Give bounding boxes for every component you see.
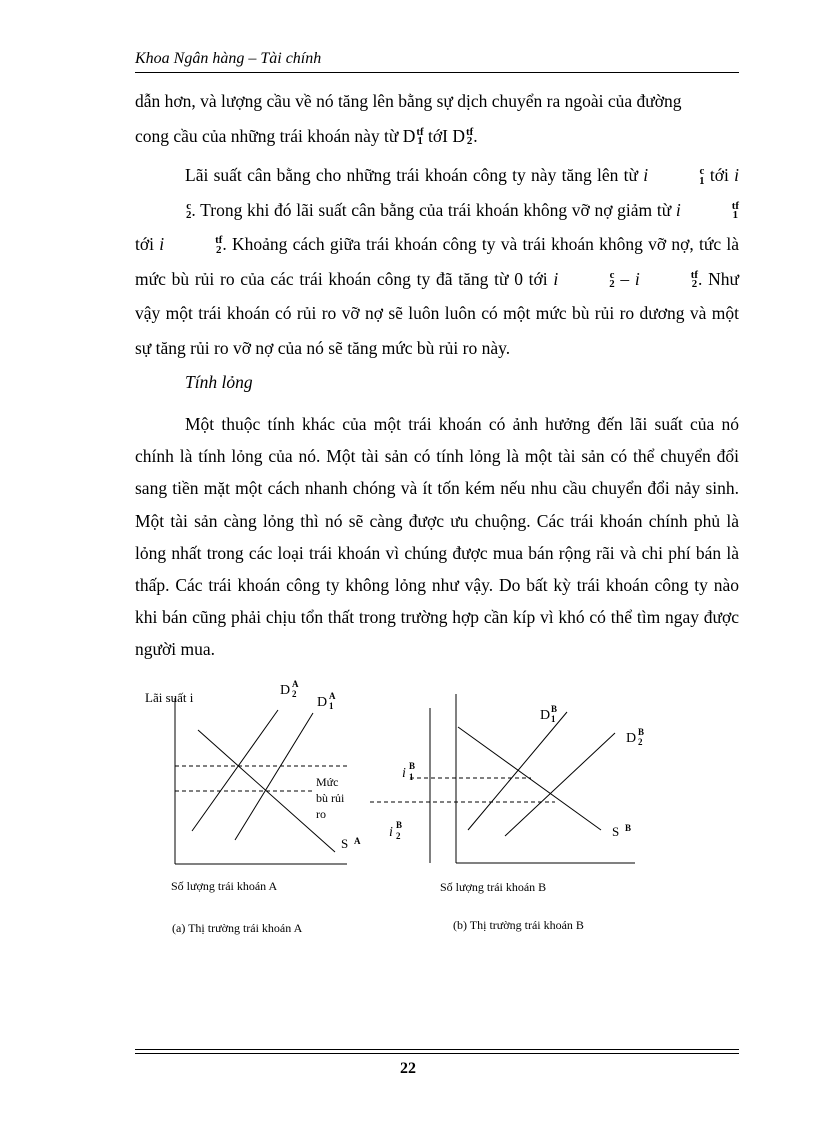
- symbol-d2-tf: tf 2: [466, 125, 474, 148]
- panel-b-x-label: Số lượng trái khoán B: [440, 880, 547, 894]
- panel-b-demand-d2: [505, 733, 615, 836]
- footer-divider-top: [135, 1049, 739, 1050]
- header-divider: [135, 72, 739, 73]
- panel-a-x-label: Số lượng trái khoán A: [171, 879, 278, 893]
- panel-b-i1-label: i: [402, 766, 406, 781]
- symbol-i1-c: i: [643, 165, 649, 185]
- panel-a-premium-label-2: bù rủi: [316, 791, 345, 805]
- svg-text:A: A: [292, 679, 299, 689]
- paragraph-2: [135, 158, 739, 365]
- panel-a-demand-d1: [235, 713, 313, 840]
- panel-a-caption: (a) Thị trường trái khoán A: [172, 921, 303, 935]
- bond-market-figure: [135, 668, 755, 958]
- panel-a-d2-label: D: [280, 683, 291, 698]
- svg-text:A: A: [354, 836, 361, 846]
- symbol-i2-tf: i: [159, 234, 165, 254]
- panel-b: [370, 694, 644, 932]
- svg-text:B: B: [409, 761, 416, 771]
- svg-text:B: B: [638, 727, 645, 737]
- p1-text-a: cong cầu của những trái khoán này từ D: [135, 125, 416, 146]
- svg-text:2: 2: [292, 689, 297, 699]
- panel-b-d1-label: D: [540, 708, 551, 723]
- panel-a-premium-label-3: ro: [316, 807, 326, 821]
- svg-text:B: B: [396, 820, 403, 830]
- paragraph-2-text: Lãi suất cân bằng cho những trái khoán công ty này tăng lên từ i c 1 tới i c 2 . Trong khi đó lãi suất cân bằng của trái khoán không vỡ nợ giảm từ i tf 1 tới i tf 2 . Khoảng cách giữa trái khoán công ty và trái khoán không vỡ nợ, tức là mức bù rủi ro của các trái khoán công ty đã tăng từ 0 tới i c 2 – i tf 2 . Như vậy một trái khoán có rủi ro vỡ nợ sẽ luôn luôn có một mức bù rủi ro dương và một sự tăng rủi ro vỡ nợ của nó sẽ tăng mức bù rủi ro này.: [135, 165, 740, 358]
- panel-b-s-label: S: [612, 824, 620, 839]
- paragraph-1-line-2: [135, 119, 739, 154]
- p1-text-b: tớI D: [423, 125, 465, 146]
- panel-b-d2-label: D: [626, 731, 637, 746]
- panel-b-i2-label: i: [389, 825, 393, 840]
- paragraph-3-text: Một thuộc tính khác của một trái khoán có ảnh hưởng đến lãi suất của nó chính là tính lỏng của nó. Một tài sản có tính lỏng là một tài sản có thể chuyển đổi sang tiền mặt một cách nhanh chóng và ít tốn kém nếu nhu cầu chuyển đổi nảy sinh. Một tài sản càng lỏng thì nó sẽ càng được ưu chuộng. Các trái khoán chính phủ là lỏng nhất trong các loại trái khoán vì chúng được mua bán rộng rãi và chi phí bán là thấp. Các trái khoán công ty không lỏng như vậy. Do bất kỳ trái khoán công ty nào khi bán cũng phải chịu tổn thất trong trường hợp cần kíp vì khó có thể tìm ngay được người mua.: [135, 414, 739, 660]
- section-title: Tính lỏng: [185, 372, 253, 392]
- svg-text:1: 1: [551, 714, 556, 724]
- paragraph-1: [135, 84, 739, 153]
- symbol-d1-tf: tf 1: [416, 125, 424, 148]
- panel-a-y-label: Lãi suất i: [145, 690, 194, 705]
- page-number: 22: [400, 1060, 416, 1077]
- symbol-i2-tf-b: i: [634, 268, 640, 289]
- svg-text:B: B: [625, 823, 632, 833]
- panel-b-demand-d1: [468, 712, 567, 830]
- svg-text:1: 1: [329, 701, 334, 711]
- panel-a-s-label: S: [341, 836, 349, 851]
- paragraph-1-line-1: dẫn hơn, và lượng cầu về nó tăng lên bằng sự dịch chuyển ra ngoài của đường: [135, 91, 682, 111]
- symbol-i2-c-b: i: [553, 268, 559, 289]
- panel-a: [145, 679, 361, 935]
- svg-text:B: B: [551, 704, 558, 714]
- symbol-i2-c: i: [734, 165, 740, 185]
- svg-text:1: 1: [409, 772, 414, 782]
- paragraph-3: [135, 408, 739, 666]
- panel-a-premium-label-1: Mức: [316, 775, 339, 789]
- symbol-i1-tf: i: [675, 199, 681, 220]
- p1-text-c: .: [473, 125, 478, 146]
- panel-a-demand-d2: [192, 710, 278, 831]
- svg-text:2: 2: [396, 831, 401, 841]
- svg-text:2: 2: [638, 737, 643, 747]
- page-header-title: Khoa Ngân hàng – Tài chính: [135, 50, 322, 67]
- panel-a-d1-label: D: [317, 695, 328, 710]
- footer-divider-bottom: [135, 1053, 739, 1054]
- panel-b-caption: (b) Thị trường trái khoán B: [453, 918, 584, 932]
- svg-text:A: A: [329, 691, 336, 701]
